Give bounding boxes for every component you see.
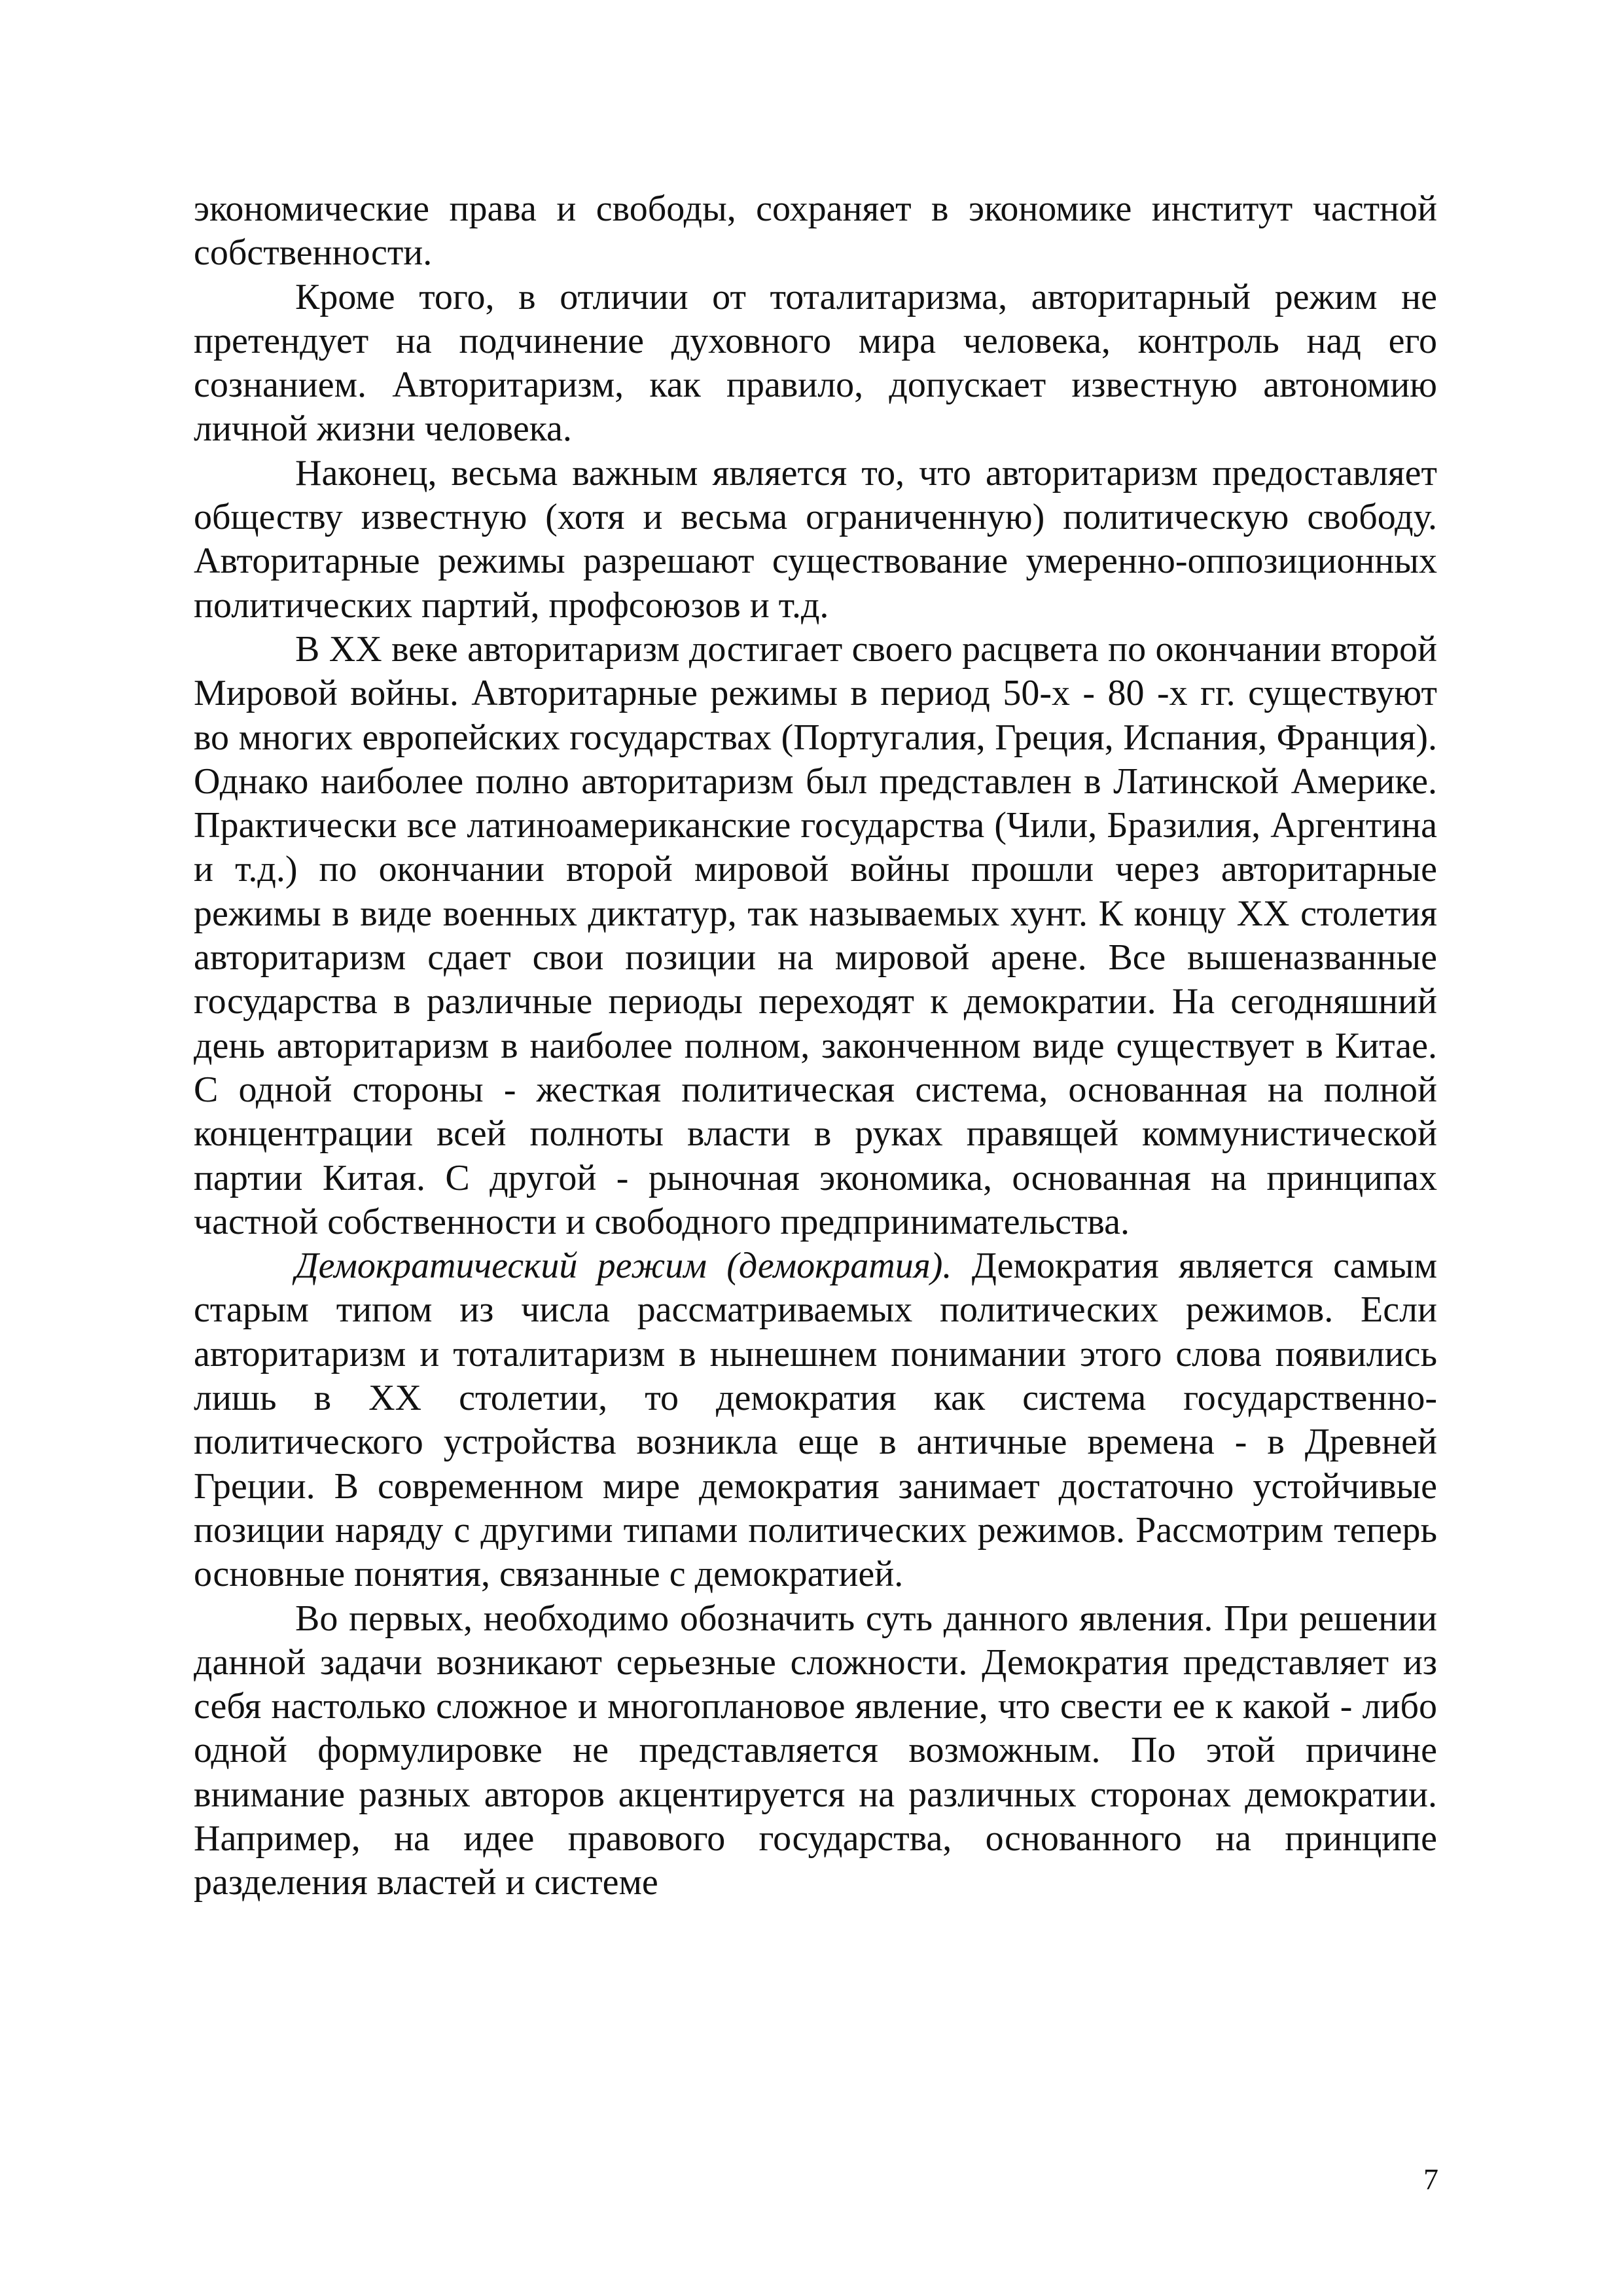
- paragraph-text: Демократия является самым старым типом из числа рассматриваемых политических режимов. Если авторитаризм и тоталитаризм в нынешнем понимании этого слова появились лишь в XX столетии, то демократия как система государственно-политического устройства возникла еще в античные времена - в Древней Греции. В современном мире демократия занимает достаточно устойчивые позиции наряду с другими типами политических режимов. Рассмотрим теперь основные понятия, связанные с демократией.: [194, 1246, 1438, 1595]
- page-number: 7: [1423, 2162, 1438, 2196]
- paragraph-lead: Демократический режим (демократия).: [295, 1246, 952, 1287]
- paragraph-text: Во первых, необходимо обозначить суть данного явления. При решении данной задачи возникают серьезные сложности. Демократия представляет из себя настолько сложное и многоплановое явление, что свести ее к какой - либо одной формулировке не представляется возможным. По этой причине внимание разных авторов акцентируется на различных сторонах демократии. Например, на идее правового государства, основанного на принципе разделения властей и системе: [194, 1598, 1437, 1903]
- paragraph-text: экономические права и свободы, сохраняет в экономике институт частной собственности.: [194, 188, 1437, 274]
- paragraph: [194, 1244, 1437, 1596]
- paragraph: [194, 452, 1437, 628]
- paragraph: [194, 1597, 1437, 1905]
- body-text: [194, 187, 1437, 1905]
- paragraph: [194, 187, 1437, 276]
- paragraph-text: Кроме того, в отличии от тоталитаризма, авторитарный режим не претендует на подчинение духовного мира человека, контроль над его сознанием. Авторитаризм, как правило, допускает известную автономию личной жизни человека.: [194, 276, 1437, 450]
- paragraph-text: Наконец, весьма важным является то, что авторитаризм предоставляет обществу известную (хотя и весьма ограниченную) политическую свободу. Авторитарные режимы разрешают существование умеренно-оппозиционных политических партий, профсоюзов и т.д.: [194, 452, 1437, 626]
- paragraph: [194, 628, 1437, 1244]
- paragraph: [194, 276, 1437, 452]
- paragraph-text: В XX веке авторитаризм достигает своего расцвета по окончании второй Мировой войны. Авторитарные режимы в период 50-х - 80 -х гг. существуют во многих европейских государствах (Португалия, Греция, Испания, Франция). Однако наиболее полно авторитаризм был представлен в Латинской Америке. Практически все латиноамериканские государства (Чили, Бразилия, Аргентина и т.д.) по окончании второй мировой войны прошли через авторитарные режимы в виде военных диктатур, так называемых хунт. К концу XX столетия авторитаризм сдает свои позиции на мировой арене. Все вышеназванные государства в различные периоды переходят к демократии. На сегодняшний день авторитаризм в наиболее полном, законченном виде существует в Китае. С одной стороны - жесткая политическая система, основанная на полной концентрации всей полноты власти в руках правящей коммунистической партии Китая. С другой - рыночная экономика, основанная на принципах частной собственности и свободного предпринимательства.: [194, 628, 1437, 1242]
